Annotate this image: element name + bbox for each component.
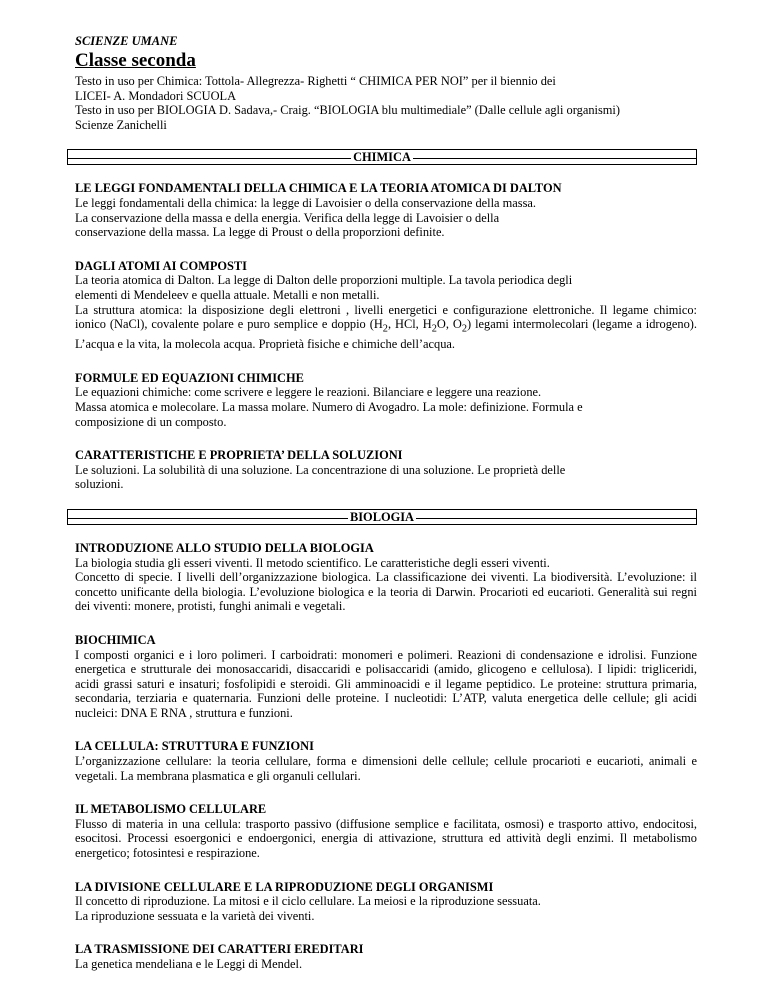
section-paragraph: L’organizzazione cellulare: la teoria cellulare, forma e dimensioni delle cellule; cellule procarioti e eucarioti, animali e vegetali. La membrana plasmatica e gli organuli cellulari.: [75, 754, 697, 783]
section-formule-equazioni: [75, 371, 697, 429]
section-line: La genetica mendeliana e le Leggi di Mendel.: [75, 957, 303, 971]
intro-line: Testo in uso per Chimica: Tottola- Allegrezza- Righetti “ CHIMICA PER NOI” per il biennio dei: [75, 74, 556, 88]
section-line: Massa atomica e molecolare. La massa molare. Numero di Avogadro. La mole: definizione. Formula e: [75, 399, 583, 414]
section-line: La teoria atomica di Dalton. La legge di Dalton delle proporzioni multiple. La tavola periodica degli: [75, 273, 573, 288]
section-line: conservazione della massa. La legge di Proust o della proporzioni definite.: [75, 225, 445, 240]
section-paragraph: I composti organici e i loro polimeri. I carboidrati: monomeri e polimeri. Reazioni di condensazione e idrolisi. Funzione energetica e strutturale dei monosaccaridi, disaccaridi e polisaccaridi (amido, glicogeno e cellulosa). I lipidi: trigliceridi, acidi grassi saturi e insaturi; fosfolipidi e steroidi. Gli amminoacidi e il legame peptidico. Le proteine: struttura primaria, secondaria, terziaria e quaternaria. Funzioni delle proteine. I nucleotidi: L’ATP, valuta energetica delle cellule; gli acidi nucleici: DNA E RNA , struttura e funzioni.: [75, 647, 697, 720]
section-line: elementi di Mendeleev e quella attuale. Metalli e non metalli.: [75, 287, 380, 302]
section-line: La biologia studia gli esseri viventi. Il metodo scientifico. Le caratteristiche degli esseri viventi.: [75, 555, 550, 570]
section-heading: LA TRASMISSIONE DEI CARATTERI EREDITARI: [75, 942, 364, 957]
text-part: O, O: [436, 317, 462, 332]
section-metabolismo: [75, 802, 697, 860]
section-heading: BIOCHIMICA: [75, 632, 156, 647]
section-heading: FORMULE ED EQUAZIONI CHIMICHE: [75, 370, 304, 385]
intro-line: LICEI- A. Mondadori SCUOLA: [75, 88, 237, 103]
section-cellula: [75, 739, 697, 783]
subscript: 2: [382, 323, 388, 335]
section-heading: IL METABOLISMO CELLULARE: [75, 802, 267, 817]
section-soluzioni: [75, 448, 697, 492]
section-heading: INTRODUZIONE ALLO STUDIO DELLA BIOLOGIA: [75, 540, 374, 555]
text-part: , HCl, H: [387, 317, 432, 332]
chimica-banner: [67, 149, 697, 165]
section-line: composizione di un composto.: [75, 414, 227, 429]
subject-label: SCIENZE UMANE: [75, 34, 178, 48]
section-paragraph: Concetto di specie. I livelli dell’organizzazione biologica. La classificazione dei viventi. La biodiversità. L’evoluzione: il concetto unificante della biologia. L’evoluzione biologica e la teoria di Darwin. Procarioti ed eucarioti. Generalità sui regni dei viventi: monere, protisti, funghi animali e vegetali.: [75, 570, 697, 614]
section-line: Le soluzioni. La solubilità di una soluzione. La concentrazione di una soluzione. Le proprietà delle: [75, 462, 566, 477]
section-heading: CARATTERISTICHE E PROPRIETA’ DELLA SOLUZIONI: [75, 448, 403, 463]
subscript: 2: [431, 323, 437, 335]
section-introduzione-biologia: [75, 541, 697, 614]
chimica-banner-label: CHIMICA: [353, 150, 411, 165]
biologia-banner-label: BIOLOGIA: [349, 509, 415, 524]
text-part: La struttura atomica: la disposizione degli elettroni , livelli energetici e configurazione elettroniche. Il legame chimico: ionico (NaCl), covalente polare e puro semplice e doppio (H: [75, 302, 697, 332]
section-paragraph: Flusso di materia in una cellula: trasporto passivo (diffusione semplice e facilitata, osmosi) e trasporto attivo, endocitosi, esocitosi. Processi esoergonici e endoergonici, energia di attivazione, struttura ed attività degli enzimi. Il metabolismo energetico; fotosintesi e respirazione.: [75, 816, 697, 861]
section-leggi-fondamentali: [75, 181, 697, 239]
section-line: Il concetto di riproduzione. La mitosi e il ciclo cellulare. La meiosi e la riproduzione sessuata.: [75, 894, 541, 909]
biologia-banner: [67, 509, 697, 525]
section-paragraph: [75, 303, 697, 352]
section-line: La riproduzione sessuata e la varietà dei viventi.: [75, 908, 315, 923]
section-biochimica: [75, 633, 697, 721]
textbook-info: [75, 74, 697, 132]
section-line: Le leggi fondamentali della chimica: la legge di Lavoisier o della conservazione della massa.: [75, 195, 537, 210]
intro-line: Scienze Zanichelli: [75, 117, 167, 132]
document-page: [75, 34, 697, 972]
section-line: Le equazioni chimiche: come scrivere e leggere le reazioni. Bilanciare e leggere una reazione.: [75, 385, 542, 400]
section-line: soluzioni.: [75, 477, 124, 492]
text-part: ) legami intermolecolari (legame a idrogeno). L’acqua e la vita, la molecola acqua. Proprietà fisiche e chimiche dell’acqua.: [75, 317, 698, 352]
intro-line: Testo in uso per BIOLOGIA D. Sadava,- Craig. “BIOLOGIA blu multimediale” (Dalle cellule agli organismi): [75, 103, 620, 118]
section-heading: LE LEGGI FONDAMENTALI DELLA CHIMICA E LA TEORIA ATOMICA DI DALTON: [75, 181, 562, 196]
section-caratteri-ereditari: [75, 942, 697, 971]
section-heading: LA CELLULA: STRUTTURA E FUNZIONI: [75, 739, 314, 754]
section-heading: LA DIVISIONE CELLULARE E LA RIPRODUZIONE DEGLI ORGANISMI: [75, 879, 494, 894]
page-title: Classe seconda: [75, 50, 196, 71]
section-atomi-composti: [75, 259, 697, 352]
subscript: 2: [461, 323, 468, 335]
section-line: La conservazione della massa e della energia. Verifica della legge di Lavoisier o della: [75, 210, 500, 225]
section-divisione-cellulare: [75, 880, 697, 924]
section-heading: DAGLI ATOMI AI COMPOSTI: [75, 258, 248, 273]
